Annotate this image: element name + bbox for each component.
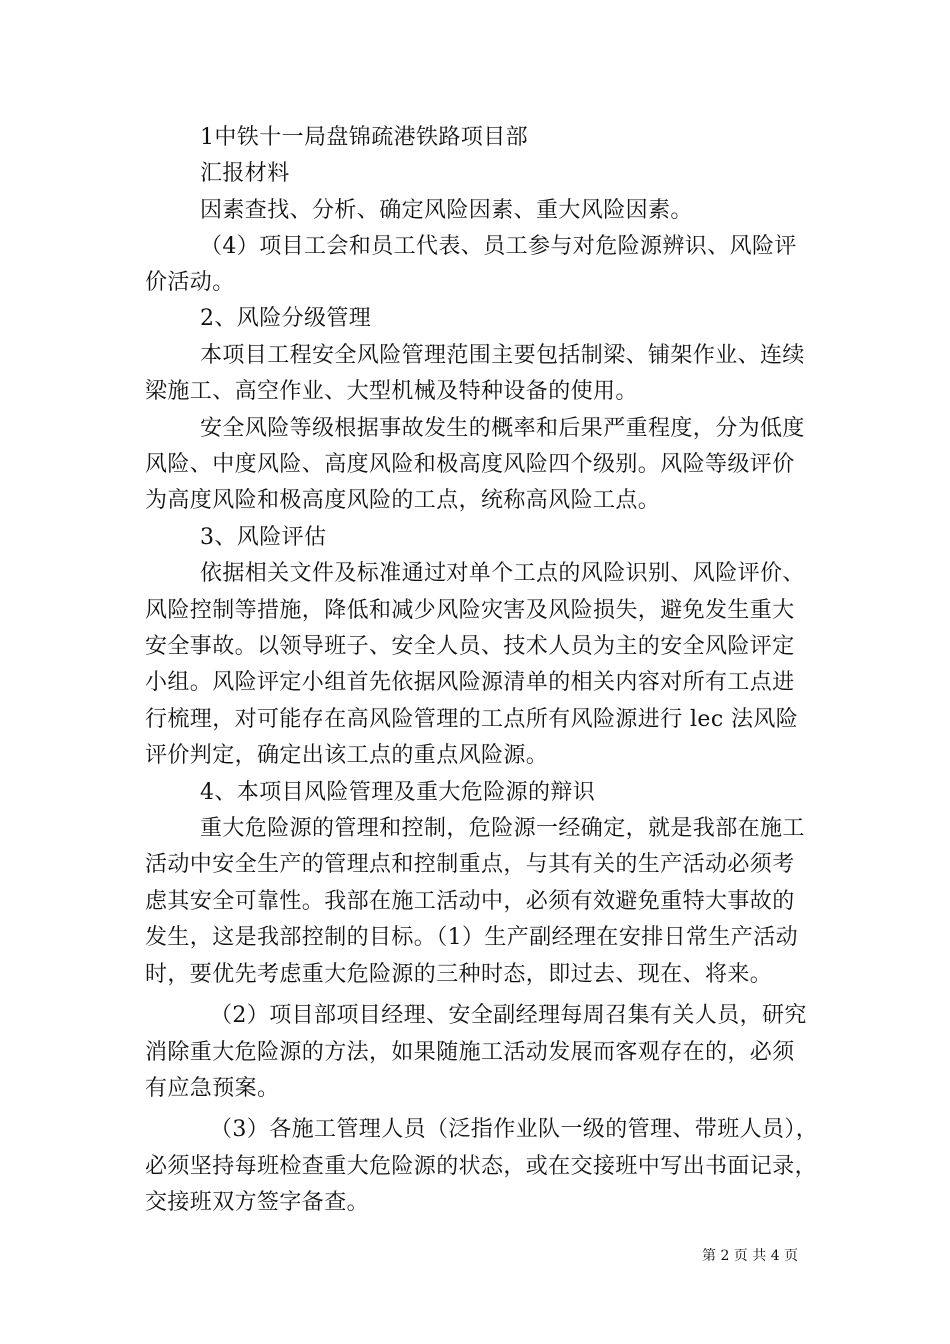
- text-line: 梁施工、高空作业、大型机械及特种设备的使用。: [145, 379, 638, 404]
- text-line: 必须坚持每班检查重大危险源的状态，或在交接班中写出书面记录，: [145, 1154, 818, 1179]
- text-line: 为高度风险和极高度风险的工点，统称高风险工点。: [145, 488, 661, 513]
- section-heading: 2、风险分级管理: [200, 306, 372, 331]
- page-number: 第 2 页 共 4 页: [702, 1248, 799, 1264]
- text-line: （3）各施工管理人员（泛指作业队一级的管理、带班人员），: [210, 1117, 819, 1142]
- text-line: 重大危险源的管理和控制，危险源一经确定，就是我部在施工: [200, 816, 805, 841]
- section-heading: 4、本项目风险管理及重大危险源的辩识: [200, 780, 596, 805]
- text-line: 本项目工程安全风险管理范围主要包括制梁、铺架作业、连续: [200, 343, 805, 368]
- text-line: 小组。风险评定小组首先依据风险源清单的相关内容对所有工点进: [145, 670, 795, 695]
- text-line: 有应急预案。: [145, 1076, 280, 1101]
- text-line: 交接班双方签字备查。: [145, 1190, 370, 1215]
- text-line: 汇报材料: [200, 161, 290, 186]
- text-line: 消除重大危险源的方法，如果随施工活动发展而客观存在的，必须: [145, 1040, 795, 1065]
- text-line: 价活动。: [145, 270, 235, 295]
- text-line: （4）项目工会和员工代表、员工参与对危险源辨识、风险评: [200, 234, 797, 259]
- text-line: 虑其安全可靠性。我部在施工活动中，必须有效避免重特大事故的: [145, 889, 795, 914]
- text-line: 发生，这是我部控制的目标。（1）生产副经理在安排日常生产活动: [145, 925, 798, 950]
- text-line: 风险控制等措施，降低和减少风险灾害及风险损失，避免发生重大: [145, 598, 795, 623]
- text-line: 1中铁十一局盘锦疏港铁路项目部: [200, 125, 528, 150]
- text-line: 时，要优先考虑重大危险源的三种时态，即过去、现在、将来。: [145, 962, 773, 987]
- text-line: 风险、中度风险、高度风险和极高度风险四个级别。风险等级评价: [145, 452, 795, 477]
- text-line: 评价判定，确定出该工点的重点风险源。: [145, 743, 549, 768]
- text-line: 安全风险等级根据事故发生的概率和后果严重程度，分为低度: [200, 416, 805, 441]
- text-line: 因素查找、分析、确定风险因素、重大风险因素。: [200, 198, 693, 223]
- text-line: 活动中安全生产的管理点和控制重点，与其有关的生产活动必须考: [145, 852, 795, 877]
- text-line: 行梳理，对可能存在高风险管理的工点所有风险源进行 lec 法风险: [145, 707, 799, 732]
- text-line: （2）项目部项目经理、安全副经理每周召集有关人员，研究: [210, 1003, 807, 1028]
- section-heading: 3、风险评估: [200, 525, 327, 550]
- text-line: 安全事故。以领导班子、安全人员、技术人员为主的安全风险评定: [145, 634, 795, 659]
- text-line: 依据相关文件及标准通过对单个工点的风险识别、风险评价、: [200, 561, 805, 586]
